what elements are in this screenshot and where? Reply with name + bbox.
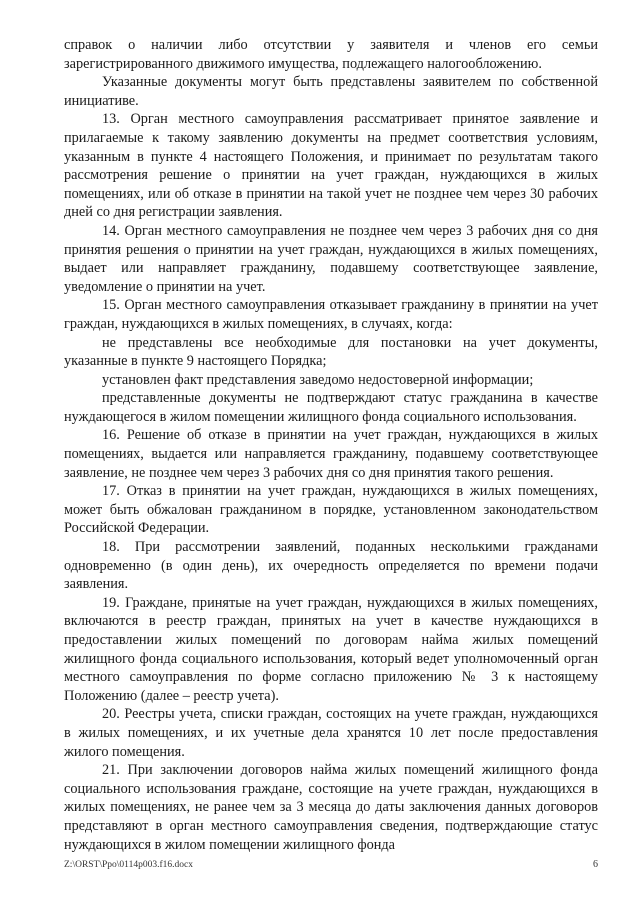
paragraph-18: 18. При рассмотрении заявлений, поданных несколькими гражданами одновременно (в один день), их очередность определяется по времени подачи заявления. xyxy=(64,539,598,593)
paragraph-14: 14. Орган местного самоуправления не позднее чем через 3 рабочих дня со дня принятия решения о принятии на учет граждан, нуждающихся в жилых помещениях, выдает или направляет гражданину, подавшему соответствующее заявление, уведомление о принятии на учет. xyxy=(64,222,598,295)
paragraph-15-case-1: не представлены все необходимые для постановки на учет документы, указанные в пункте 9 настоящего Порядка; xyxy=(64,334,598,370)
paragraph-15-case-3: представленные документы не подтверждают статус гражданина в качестве нуждающегося в жилом помещении жилищного фонда социального использования. xyxy=(64,390,598,425)
document-page xyxy=(64,36,598,854)
paragraph-16: 16. Решение об отказе в принятии на учет граждан, нуждающихся в жилых помещениях, выдается или направляется гражданину, подавшему соответствующее заявление, не позднее чем через 3 рабочих дня со дня принятия такого решения. xyxy=(64,427,598,481)
paragraph-15: 15. Орган местного самоуправления отказывает гражданину в принятии на учет граждан, нуждающихся в жилых помещениях, в случаях, когда: xyxy=(64,297,598,332)
paragraph-13: 13. Орган местного самоуправления рассматривает принятое заявление и прилагаемые к такому заявлению документы на предмет соответствия условиям, указанным в пункте 4 настоящего Положения, и принимает по результатам такого рассмотрения решение о принятии на учет граждан, нуждающихся в жилых помещениях, или об отказе в принятии на такой учет не позднее чем через 30 рабочих дней со дня регистрации заявления. xyxy=(64,111,598,221)
file-path: Z:\ORST\Ppo\0114p003.f16.docx xyxy=(64,860,193,870)
paragraph-20: 20. Реестры учета, списки граждан, состоящих на учете граждан, нуждающихся в жилых помещениях, и их учетные дела хранятся 10 лет после предоставления жилого помещения. xyxy=(64,706,598,760)
page-number: 6 xyxy=(593,859,598,870)
paragraph-17: 17. Отказ в принятии на учет граждан, нуждающихся в жилых помещениях, может быть обжалован гражданином в порядке, установленном законодательством Российской Федерации. xyxy=(64,483,598,537)
paragraph-19: 19. Граждане, принятые на учет граждан, нуждающихся в жилых помещениях, включаются в реестр граждан, принятых на учет в качестве нуждающихся в предоставлении жилых помещений по договорам найма жилых помещений жилищного фонда социального использования, который ведет уполномоченный орган местного самоуправления по форме согласно приложению № 3 к настоящему Положению (далее – реестр учета). xyxy=(64,594,598,704)
paragraph-continuation: справок о наличии либо отсутствии у заявителя и членов его семьи зарегистрированного движимого имущества, подлежащего налогообложению. xyxy=(64,37,598,72)
page-footer xyxy=(64,858,598,872)
paragraph-21: 21. При заключении договоров найма жилых помещений жилищного фонда социального использования граждане, состоящие на учете граждан, нуждающихся в жилых помещениях, не ранее чем за 3 месяца до даты заключения данных договоров представляют в орган местного самоуправления сведения, подтверждающие статус нуждающихся в жилом помещении жилищного фонда xyxy=(64,762,598,853)
paragraph-15-case-2: установлен факт представления заведомо недостоверной информации; xyxy=(102,371,534,388)
paragraph: Указанные документы могут быть представлены заявителем по собственной инициативе. xyxy=(64,74,598,109)
